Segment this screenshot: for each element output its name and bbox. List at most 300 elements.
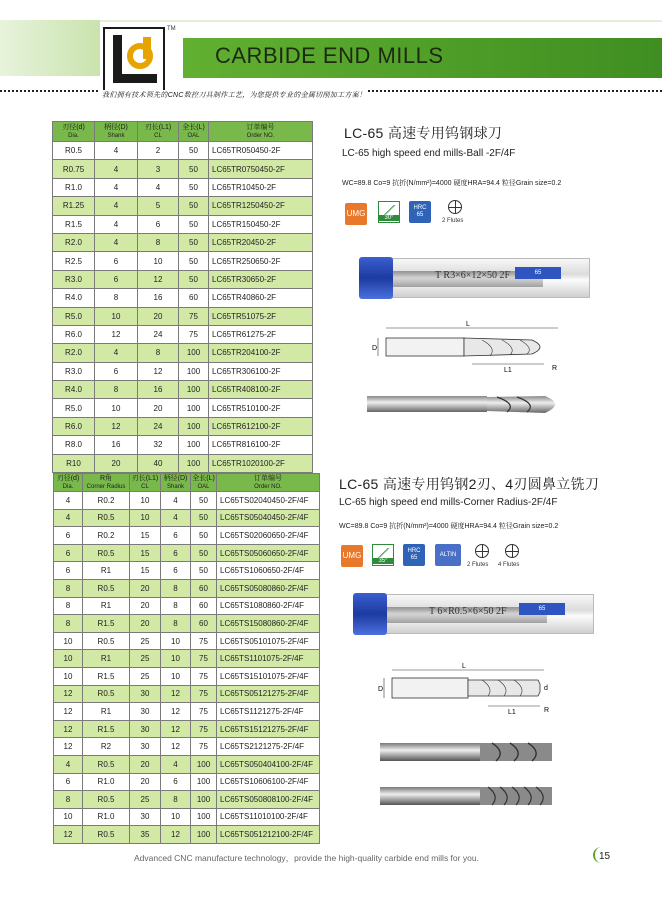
product2-tube-label: 65 xyxy=(519,603,565,615)
table-cell: 3 xyxy=(138,160,179,178)
column-header: R角 Corner Radius xyxy=(83,474,130,492)
table-row xyxy=(53,344,313,362)
table-cell: R2.5 xyxy=(53,252,95,270)
table-cell: 12 xyxy=(161,738,191,756)
table-cell: R0.5 xyxy=(83,685,130,703)
table-cell: 25 xyxy=(130,632,161,650)
table-row xyxy=(54,615,320,633)
table-row xyxy=(54,755,320,773)
column-header: 订单编号 Order NO. xyxy=(209,122,313,142)
table-cell: 100 xyxy=(191,826,217,844)
table-row xyxy=(54,509,320,527)
column-header: 全长(L) OAL xyxy=(192,474,215,490)
table-cell: 40 xyxy=(138,454,179,472)
table-row xyxy=(53,325,313,343)
table-cell: R0.5 xyxy=(83,826,130,844)
table-cell: R2.0 xyxy=(53,233,95,251)
table-cell: 25 xyxy=(130,667,161,685)
table-cell: 4 xyxy=(161,509,191,527)
table-cell: 12 xyxy=(161,703,191,721)
table-cell: R6.0 xyxy=(53,417,95,435)
table-row xyxy=(54,720,320,738)
column-header: 刃长(L1) CL xyxy=(130,474,161,492)
column-header: 刃径(d) Dia. xyxy=(53,122,95,142)
table-cell: 12 xyxy=(95,325,138,343)
table-cell: 30 xyxy=(130,738,161,756)
table-cell: R1.5 xyxy=(53,215,95,233)
table-cell: 4 xyxy=(95,215,138,233)
table-cell: R1 xyxy=(83,650,130,668)
table-cell: 100 xyxy=(179,362,209,380)
page-number: 15 xyxy=(599,851,611,862)
table-cell: 12 xyxy=(138,362,179,380)
table-cell: R8.0 xyxy=(53,436,95,454)
dim-L: L xyxy=(462,663,466,670)
table-cell: 10 xyxy=(54,650,83,668)
order-number-cell: LC65TS11010100-2F/4F xyxy=(217,808,320,826)
table-row xyxy=(54,579,320,597)
table-cell: R0.5 xyxy=(83,579,130,597)
order-number-cell: LC65TS1101075-2F/4F xyxy=(217,650,320,668)
table-cell: 4 xyxy=(54,755,83,773)
table-cell: 100 xyxy=(179,344,209,362)
table-cell: 75 xyxy=(179,307,209,325)
order-number-cell: LC65TR250650-2F xyxy=(209,252,313,270)
table-cell: 75 xyxy=(179,325,209,343)
table-cell: 50 xyxy=(179,178,209,196)
table-row xyxy=(53,289,313,307)
dim-L: L xyxy=(466,321,470,328)
table-cell: 32 xyxy=(138,436,179,454)
table-cell: 10 xyxy=(95,399,138,417)
corner-radius-spec-table xyxy=(53,473,320,844)
table-cell: 4 xyxy=(95,344,138,362)
product1-subtitle: LC-65 high speed end mills-Ball -2F/4F xyxy=(342,148,516,159)
table-cell: 10 xyxy=(161,650,191,668)
table-cell: 50 xyxy=(191,544,217,562)
table-cell: 10 xyxy=(130,492,161,510)
table-cell: R0.5 xyxy=(83,544,130,562)
table-cell: R2 xyxy=(83,738,130,756)
table-row xyxy=(54,667,320,685)
table-cell: R2.0 xyxy=(53,344,95,362)
table-cell: 8 xyxy=(138,233,179,251)
table-cell: 4 xyxy=(54,509,83,527)
table-cell: R5.0 xyxy=(53,307,95,325)
order-number-cell: LC65TR510100-2F xyxy=(209,399,313,417)
table-cell: 15 xyxy=(130,544,161,562)
table-cell: 10 xyxy=(130,509,161,527)
table-row xyxy=(53,197,313,215)
table-cell: R3.0 xyxy=(53,270,95,288)
table-cell: 50 xyxy=(179,197,209,215)
table-row xyxy=(54,738,320,756)
table-cell: 100 xyxy=(179,417,209,435)
table-row xyxy=(54,492,320,510)
table-cell: 25 xyxy=(130,791,161,809)
table-cell: 10 xyxy=(138,252,179,270)
table-cell: 6 xyxy=(161,544,191,562)
table-cell: 4 xyxy=(54,492,83,510)
dim-L1: L1 xyxy=(508,709,516,716)
table-cell: R0.5 xyxy=(83,755,130,773)
order-number-cell: LC65TR61275-2F xyxy=(209,325,313,343)
table-cell: 50 xyxy=(191,562,217,580)
table-cell: 6 xyxy=(161,562,191,580)
order-number-cell: LC65TS05040450-2F/4F xyxy=(217,509,320,527)
table-cell: 100 xyxy=(191,773,217,791)
column-header: 刃长(L1) CL xyxy=(138,122,179,142)
table-cell: 50 xyxy=(191,492,217,510)
table-row xyxy=(53,454,313,472)
product1-dimension-drawing xyxy=(372,318,572,374)
order-number-cell: LC65TR20450-2F xyxy=(209,233,313,251)
table-cell: 100 xyxy=(179,436,209,454)
order-number-cell: LC65TR050450-2F xyxy=(209,142,313,160)
column-header: 刃径(d) Dia. xyxy=(54,474,83,492)
table-cell: 8 xyxy=(161,597,191,615)
table-row xyxy=(54,544,320,562)
table-cell: 20 xyxy=(95,454,138,472)
product2-photo-2f xyxy=(380,736,560,770)
header-tagline: 我们拥有技术领先的CNC数控刀具制作工艺，为您提供专业的金属切削加工方案！ xyxy=(102,92,367,99)
table-cell: 20 xyxy=(130,615,161,633)
order-number-cell: LC65TR1250450-2F xyxy=(209,197,313,215)
table-cell: 8 xyxy=(54,579,83,597)
table-cell: 2 xyxy=(138,142,179,160)
table-cell: 20 xyxy=(130,755,161,773)
header-left-accent xyxy=(0,20,100,76)
table-cell: 8 xyxy=(95,289,138,307)
table-cell: 10 xyxy=(54,632,83,650)
order-number-cell: LC65TS05101075-2F/4F xyxy=(217,632,320,650)
table-row xyxy=(53,381,313,399)
flute-2-icon xyxy=(448,200,462,214)
order-number-cell: LC65TS15101075-2F/4F xyxy=(217,667,320,685)
product2-subtitle: LC-65 high speed end mills-Corner Radius-2F/4F xyxy=(339,497,558,508)
table-cell: 12 xyxy=(138,270,179,288)
table-cell: 4 xyxy=(95,178,138,196)
table-cell: 8 xyxy=(138,344,179,362)
order-number-cell: LC65TR204100-2F xyxy=(209,344,313,362)
table-cell: 10 xyxy=(161,632,191,650)
flute-2-label: 2 Flutes xyxy=(442,218,464,224)
table-cell: 6 xyxy=(95,252,138,270)
table-cell: 100 xyxy=(191,755,217,773)
table-cell: R4.0 xyxy=(53,289,95,307)
product2-title: LC-65 高速专用钨钢2刃、4刃圆鼻立铣刀 xyxy=(339,476,600,492)
table-row xyxy=(53,142,313,160)
table-cell: 8 xyxy=(161,791,191,809)
table-row xyxy=(53,307,313,325)
table-cell: 5 xyxy=(138,197,179,215)
table-cell: 8 xyxy=(54,791,83,809)
order-number-cell: LC65TR51075-2F xyxy=(209,307,313,325)
table-cell: R0.2 xyxy=(83,527,130,545)
table-cell: 8 xyxy=(161,615,191,633)
table-cell: 12 xyxy=(54,738,83,756)
table-cell: 4 xyxy=(161,492,191,510)
table-cell: 12 xyxy=(161,720,191,738)
hrc-badge: HRC 65 xyxy=(403,544,425,566)
order-number-cell: LC65TR816100-2F xyxy=(209,436,313,454)
table-cell: R10 xyxy=(53,454,95,472)
order-number-cell: LC65TS1080860-2F/4F xyxy=(217,597,320,615)
order-number-cell: LC65TS05080860-2F/4F xyxy=(217,579,320,597)
table-cell: 60 xyxy=(191,615,217,633)
table-cell: R1.5 xyxy=(83,720,130,738)
flute-4-label: 4 Flutes xyxy=(498,562,520,568)
table-cell: 6 xyxy=(54,544,83,562)
table-cell: 30 xyxy=(130,808,161,826)
table-row xyxy=(53,178,313,196)
product1-title: LC-65 高速专用钨钢球刀 xyxy=(344,125,503,141)
table-row xyxy=(53,417,313,435)
order-number-cell: LC65TR40860-2F xyxy=(209,289,313,307)
table-cell: 100 xyxy=(179,399,209,417)
table-cell: 50 xyxy=(179,252,209,270)
dim-R: R xyxy=(552,365,558,372)
order-number-cell: LC65TS10606100-2F/4F xyxy=(217,773,320,791)
table-row xyxy=(53,252,313,270)
table-cell: 16 xyxy=(138,289,179,307)
table-cell: R1 xyxy=(83,562,130,580)
table-row xyxy=(54,703,320,721)
table-cell: 75 xyxy=(191,632,217,650)
dim-D: D xyxy=(372,345,378,352)
order-number-cell: LC65TR30650-2F xyxy=(209,270,313,288)
order-number-cell: LC65TS2121275-2F/4F xyxy=(217,738,320,756)
table-row xyxy=(54,632,320,650)
table-cell: 75 xyxy=(191,667,217,685)
table-cell: 4 xyxy=(161,755,191,773)
hrc-badge: HRC 65 xyxy=(409,201,431,223)
order-number-cell: LC65TS02040450-2F/4F xyxy=(217,492,320,510)
table-cell: 10 xyxy=(161,667,191,685)
table-cell: 6 xyxy=(161,773,191,791)
table-cell: R4.0 xyxy=(53,381,95,399)
table-cell: R0.2 xyxy=(83,492,130,510)
product2-tube-text: T 6×R0.5×6×50 2F xyxy=(429,606,507,617)
table-cell: 8 xyxy=(95,381,138,399)
table-cell: 60 xyxy=(191,579,217,597)
order-number-cell: LC65TS051212100-2F/4F xyxy=(217,826,320,844)
table-cell: 75 xyxy=(191,738,217,756)
order-number-cell: LC65TR1020100-2F xyxy=(209,454,313,472)
table-cell: 24 xyxy=(138,325,179,343)
order-number-cell: LC65TR150450-2F xyxy=(209,215,313,233)
dim-d: d xyxy=(544,685,548,692)
table-cell: 100 xyxy=(191,808,217,826)
table-row xyxy=(53,399,313,417)
table-row xyxy=(53,270,313,288)
table-cell: 4 xyxy=(95,142,138,160)
product1-tube-label: 65 xyxy=(515,267,561,279)
table-cell: 8 xyxy=(54,597,83,615)
table-cell: 75 xyxy=(191,685,217,703)
table-cell: 15 xyxy=(130,562,161,580)
table-row xyxy=(54,685,320,703)
table-row xyxy=(54,773,320,791)
table-cell: R0.5 xyxy=(83,791,130,809)
product1-packaging-tube xyxy=(364,258,590,298)
order-number-cell: LC65TR612100-2F xyxy=(209,417,313,435)
column-header: 全长(L) OAL xyxy=(179,122,209,142)
table-cell: 20 xyxy=(130,579,161,597)
dim-L1: L1 xyxy=(504,367,512,374)
table-row xyxy=(53,233,313,251)
order-number-cell: LC65TS05121275-2F/4F xyxy=(217,685,320,703)
table-row xyxy=(53,436,313,454)
order-number-cell: LC65TS02060650-2F/4F xyxy=(217,527,320,545)
order-number-cell: LC65TS1060650-2F/4F xyxy=(217,562,320,580)
order-number-cell: LC65TS1121275-2F/4F xyxy=(217,703,320,721)
table-cell: 100 xyxy=(191,791,217,809)
table-cell: 12 xyxy=(54,826,83,844)
table-cell: 6 xyxy=(54,562,83,580)
table-cell: 12 xyxy=(54,703,83,721)
table-cell: 6 xyxy=(95,362,138,380)
table-cell: 75 xyxy=(191,703,217,721)
table-row xyxy=(53,362,313,380)
table-cell: R0.75 xyxy=(53,160,95,178)
table-cell: 50 xyxy=(179,233,209,251)
table-row xyxy=(54,791,320,809)
table-cell: 12 xyxy=(54,685,83,703)
order-number-cell: LC65TS15121275-2F/4F xyxy=(217,720,320,738)
product1-specs: WC=89.8 Co=9 抗折(N/mm²)=4000 硬度HRA=94.4 粒径Grain size=0.2 xyxy=(342,180,562,187)
table-cell: 30 xyxy=(130,685,161,703)
column-header: 柄径(D) Shank xyxy=(161,474,191,492)
order-number-cell: LC65TR306100-2F xyxy=(209,362,313,380)
table-cell: 50 xyxy=(191,509,217,527)
table-cell: 50 xyxy=(179,270,209,288)
product2-packaging-tube xyxy=(358,594,594,634)
table-cell: 30 xyxy=(130,703,161,721)
table-cell: 10 xyxy=(161,808,191,826)
table-cell: 35 xyxy=(130,826,161,844)
altin-coating-badge: ALTIN xyxy=(435,544,461,566)
table-cell: R1.5 xyxy=(83,667,130,685)
table-cell: R1.5 xyxy=(83,615,130,633)
table-row xyxy=(54,826,320,844)
table-cell: R5.0 xyxy=(53,399,95,417)
column-header: 柄径(D) Shank xyxy=(95,122,138,142)
table-cell: R0.5 xyxy=(83,632,130,650)
footer-text: Advanced CNC manufacture technology，provide the high-quality carbide end mills for you. xyxy=(134,853,479,863)
table-cell: R3.0 xyxy=(53,362,95,380)
flute-2-label: 2 Flutes xyxy=(467,562,489,568)
table-cell: 24 xyxy=(138,417,179,435)
product2-photo-4f xyxy=(380,780,560,814)
table-cell: 75 xyxy=(191,650,217,668)
product1-tube-text: T R3×6×12×50 2F xyxy=(435,270,511,281)
table-cell: 100 xyxy=(179,454,209,472)
table-cell: 4 xyxy=(95,233,138,251)
umg-badge: UMG xyxy=(341,545,363,567)
flute-2-icon xyxy=(475,544,489,558)
table-cell: 6 xyxy=(138,215,179,233)
table-row xyxy=(54,562,320,580)
table-row xyxy=(54,650,320,668)
table-cell: 20 xyxy=(130,773,161,791)
order-number-cell: LC65TS05060650-2F/4F xyxy=(217,544,320,562)
table-cell: R0.5 xyxy=(53,142,95,160)
table-cell: 30 xyxy=(130,720,161,738)
trademark-mark: TM xyxy=(167,26,176,32)
table-cell: 20 xyxy=(138,307,179,325)
table-cell: R1.0 xyxy=(83,773,130,791)
table-cell: R6.0 xyxy=(53,325,95,343)
table-cell: 6 xyxy=(95,270,138,288)
column-header: 订单编号 Order NO. xyxy=(217,474,320,492)
product2-specs: WC=89.8 Co=9 抗折(N/mm²)=4000 硬度HRA=94.4 粒径Grain size=0.2 xyxy=(339,523,559,530)
table-cell: 4 xyxy=(95,197,138,215)
table-cell: 15 xyxy=(130,527,161,545)
table-cell: 12 xyxy=(54,720,83,738)
table-cell: 8 xyxy=(54,615,83,633)
table-cell: 60 xyxy=(191,597,217,615)
order-number-cell: LC65TR10450-2F xyxy=(209,178,313,196)
table-cell: 12 xyxy=(161,826,191,844)
table-cell: 100 xyxy=(179,381,209,399)
dim-R: R xyxy=(544,707,550,714)
table-cell: 6 xyxy=(54,527,83,545)
table-cell: 4 xyxy=(95,160,138,178)
table-cell: 16 xyxy=(95,436,138,454)
table-row xyxy=(53,160,313,178)
table-cell: 10 xyxy=(54,667,83,685)
table-cell: R1 xyxy=(83,703,130,721)
order-number-cell: LC65TR0750450-2F xyxy=(209,160,313,178)
table-row xyxy=(54,808,320,826)
table-row xyxy=(53,215,313,233)
order-number-cell: LC65TS15080860-2F/4F xyxy=(217,615,320,633)
table-cell: 60 xyxy=(179,289,209,307)
brand-logo xyxy=(103,27,165,92)
table-cell: 10 xyxy=(54,808,83,826)
table-cell: 12 xyxy=(95,417,138,435)
table-cell: 4 xyxy=(138,178,179,196)
table-cell: 8 xyxy=(161,579,191,597)
table-row xyxy=(54,597,320,615)
table-cell: 50 xyxy=(191,527,217,545)
dim-D: D xyxy=(378,686,384,693)
table-cell: 50 xyxy=(179,142,209,160)
table-cell: R1.0 xyxy=(83,808,130,826)
table-cell: 20 xyxy=(138,399,179,417)
order-number-cell: LC65TS050808100-2F/4F xyxy=(217,791,320,809)
table-cell: R1 xyxy=(83,597,130,615)
order-number-cell: LC65TR408100-2F xyxy=(209,381,313,399)
ball-endmill-spec-table xyxy=(52,121,313,473)
product2-dimension-drawing xyxy=(378,660,558,716)
table-cell: R1.25 xyxy=(53,197,95,215)
table-cell: 50 xyxy=(179,215,209,233)
order-number-cell: LC65TS050404100-2F/4F xyxy=(217,755,320,773)
table-row xyxy=(54,527,320,545)
table-cell: 16 xyxy=(138,381,179,399)
table-cell: R1.0 xyxy=(53,178,95,196)
table-cell: 6 xyxy=(54,773,83,791)
product1-photo xyxy=(367,390,567,420)
table-cell: 12 xyxy=(161,685,191,703)
helix-angle-badge: 30° xyxy=(378,201,400,223)
table-cell: R0.5 xyxy=(83,509,130,527)
flute-4-icon xyxy=(505,544,519,558)
table-cell: 25 xyxy=(130,650,161,668)
table-cell: 20 xyxy=(130,597,161,615)
